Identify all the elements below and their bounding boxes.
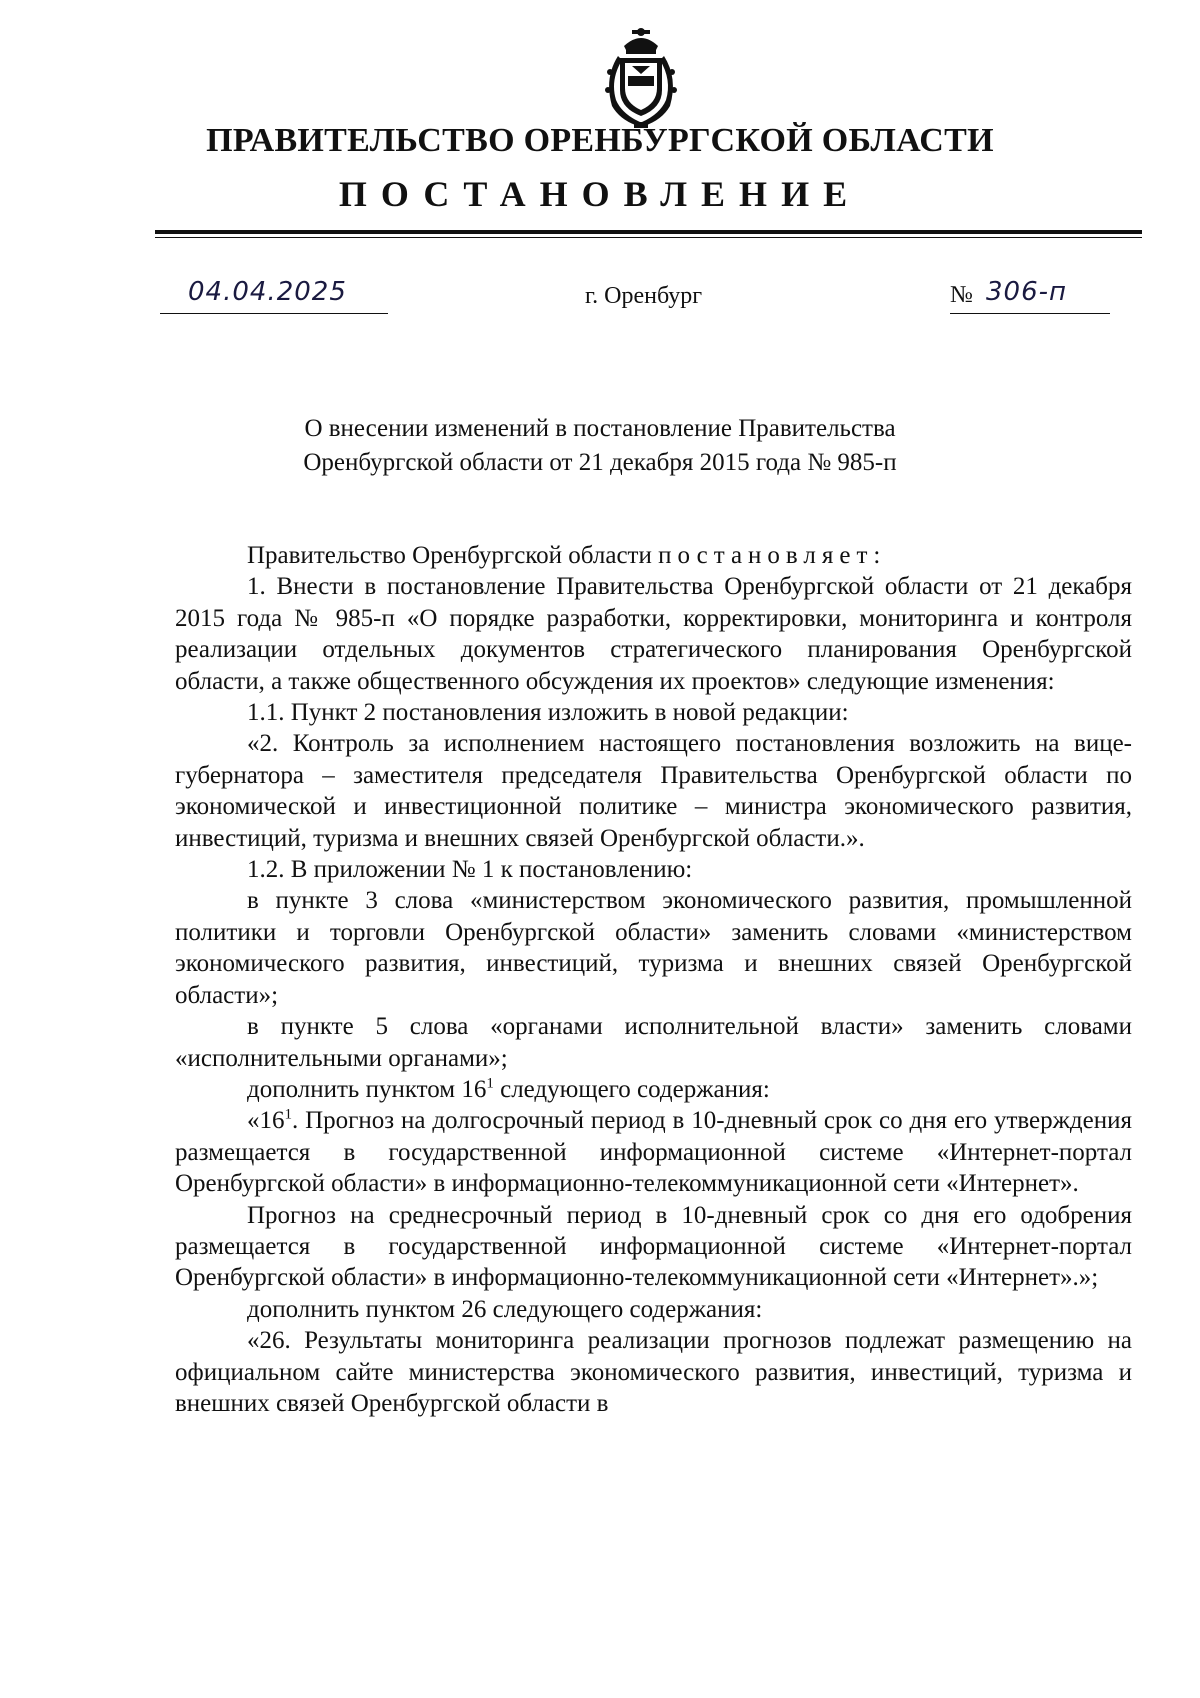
- header-divider-thin: [155, 237, 1142, 238]
- p1-2-c-end: следующего содержания:: [493, 1075, 770, 1103]
- document-body: [175, 540, 1132, 1419]
- date-field: [160, 277, 388, 314]
- subject-line-2: Оренбургской области от 21 декабря 2015 года № 985-п: [303, 449, 897, 476]
- government-title: ПРАВИТЕЛЬСТВО ОРЕНБУРГСКОЙ ОБЛАСТИ: [206, 122, 994, 159]
- p16-superscript: 1: [284, 1106, 292, 1123]
- oblast-coat-of-arms-icon: [598, 28, 684, 130]
- paragraph-1-1: 1.1. Пункт 2 постановления изложить в новой редакции:: [247, 699, 849, 727]
- paragraph-26: «26. Результаты мониторинга реализации прогнозов подлежат размещению на официальном сайте министерства экономического развития, инвестиций, туризма и внешних связей Оренбургской области в: [175, 1327, 1132, 1417]
- p16-end: . Прогноз на долгосрочный период в 10-дневный срок со дня его утверждения размещается в государственной информационной системе «Интернет-портал Оренбургской области» в информационно-телекоммуникационной сети «Интернет».: [175, 1107, 1132, 1198]
- paragraph-1-2-b: в пункте 5 слова «органами исполнительной власти» заменить словами «исполнительными органами»;: [175, 1013, 1132, 1072]
- paragraph-1-1-text: «2. Контроль за исполнением настоящего постановления возложить на вице-губернатора – заместителя председателя Правительства Оренбургской области по экономической и инвестиционной политике – министра экономического развития, инвестиций, туризма и внешних связей Оренбургской области.».: [175, 730, 1132, 852]
- preamble-end: :: [873, 542, 881, 569]
- p1-2-c-superscript: 1: [486, 1075, 494, 1092]
- document-kind: ПОСТАНОВЛЕНИЕ: [338, 174, 862, 214]
- document-subject: [0, 412, 1200, 480]
- paragraph-16-1-second: Прогноз на среднесрочный период в 10-дневный срок со дня его одобрения размещается в государственной информационной системе «Интернет-портал Оренбургской области» в информационно-телекоммуникационной сети «Интернет».»;: [175, 1201, 1132, 1292]
- number-field: [950, 277, 1110, 314]
- preamble-verb: постановляет: [658, 542, 874, 569]
- subject-line-1: О внесении изменений в постановление Правительства: [304, 415, 896, 442]
- p1-2-c-start: дополнить пунктом 16: [247, 1075, 487, 1103]
- document-number: 306-п: [986, 277, 1068, 307]
- preamble-start: Правительство Оренбургской области: [247, 542, 659, 569]
- p16-start: «16: [247, 1107, 285, 1135]
- city: г. Оренбург: [585, 283, 703, 309]
- paragraph-1-2-a: в пункте 3 слова «министерством экономического развития, промышленной политики и торговли Оренбургской области» заменить словами «министерством экономического развития, инвестиций, туризма и внешних связей Оренбургской области»;: [175, 887, 1132, 1009]
- document-date: 04.04.2025: [188, 277, 347, 307]
- preamble: [175, 540, 1132, 571]
- paragraph-16-1: [175, 1105, 1132, 1199]
- paragraph-1: 1. Внести в постановление Правительства Оренбургской области от 21 декабря 2015 года № 985-п «О порядке разработки, корректировки, мониторинга и контроля реализации отдельных документов стратегического планирования Оренбургской области, а также общественного обсуждения их проектов» следующие изменения:: [175, 573, 1132, 695]
- paragraph-1-2: 1.2. В приложении № 1 к постановлению:: [247, 856, 693, 884]
- header-divider-thick: [155, 230, 1142, 234]
- paragraph-1-2-c: [175, 1074, 1132, 1105]
- number-prefix: №: [950, 282, 973, 308]
- paragraph-1-2-d: дополнить пунктом 26 следующего содержания:: [247, 1295, 763, 1323]
